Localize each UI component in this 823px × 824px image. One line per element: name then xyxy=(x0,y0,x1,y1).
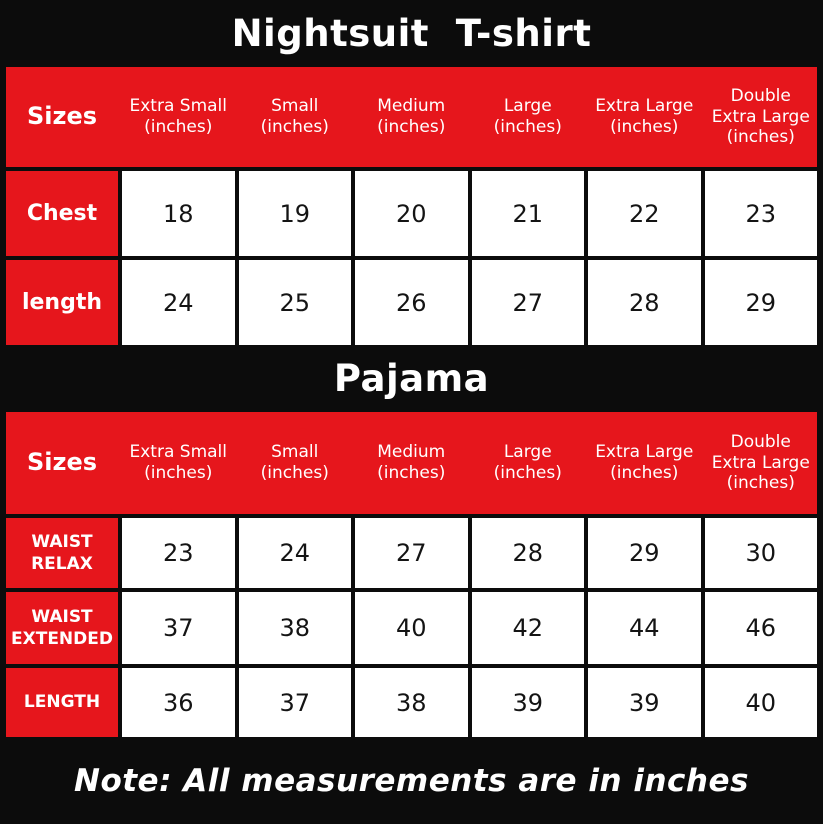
column-header-medium: Medium (inches) xyxy=(377,442,446,483)
pajama-size-table xyxy=(0,412,823,737)
column-header-medium: Medium (inches) xyxy=(377,96,446,137)
row-label-waist-relax: WAIST RELAX xyxy=(6,518,118,588)
size-value-cell: 27 xyxy=(472,260,585,345)
tshirt-size-table xyxy=(0,67,823,345)
size-value-cell: 38 xyxy=(355,668,468,737)
row-label-waist-extended: WAIST EXTENDED xyxy=(6,592,118,664)
pajama-header-row xyxy=(6,412,817,514)
column-header-large: Large (inches) xyxy=(493,96,562,137)
pajama-title-band xyxy=(0,345,823,412)
size-value-cell: 37 xyxy=(122,592,235,664)
size-value-cell: 44 xyxy=(588,592,701,664)
size-value-cell: 29 xyxy=(588,518,701,588)
size-value-cell: 39 xyxy=(588,668,701,737)
size-value-cell: 46 xyxy=(705,592,818,664)
size-value-cell: 28 xyxy=(472,518,585,588)
size-value-cell: 24 xyxy=(122,260,235,345)
size-value-cell: 36 xyxy=(122,668,235,737)
size-value-cell: 26 xyxy=(355,260,468,345)
row-label-chest: Chest xyxy=(6,171,118,256)
measurement-note: Note: All measurements are in inches xyxy=(74,762,749,799)
size-value-cell: 24 xyxy=(239,518,352,588)
size-value-cell: 25 xyxy=(239,260,352,345)
column-header-double-extra-large: Double Extra Large (inches) xyxy=(711,85,810,148)
column-header-small: Small (inches) xyxy=(260,96,329,137)
column-header-extra-large: Extra Large (inches) xyxy=(595,96,694,137)
size-value-cell: 38 xyxy=(239,592,352,664)
row-label-length: length xyxy=(6,260,118,345)
size-value-cell: 37 xyxy=(239,668,352,737)
column-header-sizes: Sizes xyxy=(26,448,98,477)
size-value-cell: 39 xyxy=(472,668,585,737)
size-value-cell: 27 xyxy=(355,518,468,588)
column-header-large: Large (inches) xyxy=(493,442,562,483)
tshirt-title: Nightsuit T-shirt xyxy=(231,12,592,55)
size-value-cell: 22 xyxy=(588,171,701,256)
column-header-sizes: Sizes xyxy=(26,102,98,131)
column-header-double-extra-large: Double Extra Large (inches) xyxy=(711,431,810,494)
size-value-cell: 40 xyxy=(705,668,818,737)
row-label-pajama-length: LENGTH xyxy=(6,668,118,737)
tshirt-header-row xyxy=(6,67,817,167)
column-header-extra-small: Extra Small (inches) xyxy=(129,96,227,137)
size-value-cell: 23 xyxy=(122,518,235,588)
column-header-extra-small: Extra Small (inches) xyxy=(129,442,227,483)
column-header-small: Small (inches) xyxy=(260,442,329,483)
size-value-cell: 40 xyxy=(355,592,468,664)
tshirt-title-band xyxy=(0,0,823,67)
column-header-extra-large: Extra Large (inches) xyxy=(595,442,694,483)
size-value-cell: 20 xyxy=(355,171,468,256)
size-value-cell: 30 xyxy=(705,518,818,588)
size-value-cell: 21 xyxy=(472,171,585,256)
size-value-cell: 28 xyxy=(588,260,701,345)
size-value-cell: 42 xyxy=(472,592,585,664)
footer-note-band xyxy=(0,737,823,824)
size-value-cell: 29 xyxy=(705,260,818,345)
size-value-cell: 23 xyxy=(705,171,818,256)
pajama-title: Pajama xyxy=(333,357,490,400)
size-value-cell: 18 xyxy=(122,171,235,256)
size-value-cell: 19 xyxy=(239,171,352,256)
